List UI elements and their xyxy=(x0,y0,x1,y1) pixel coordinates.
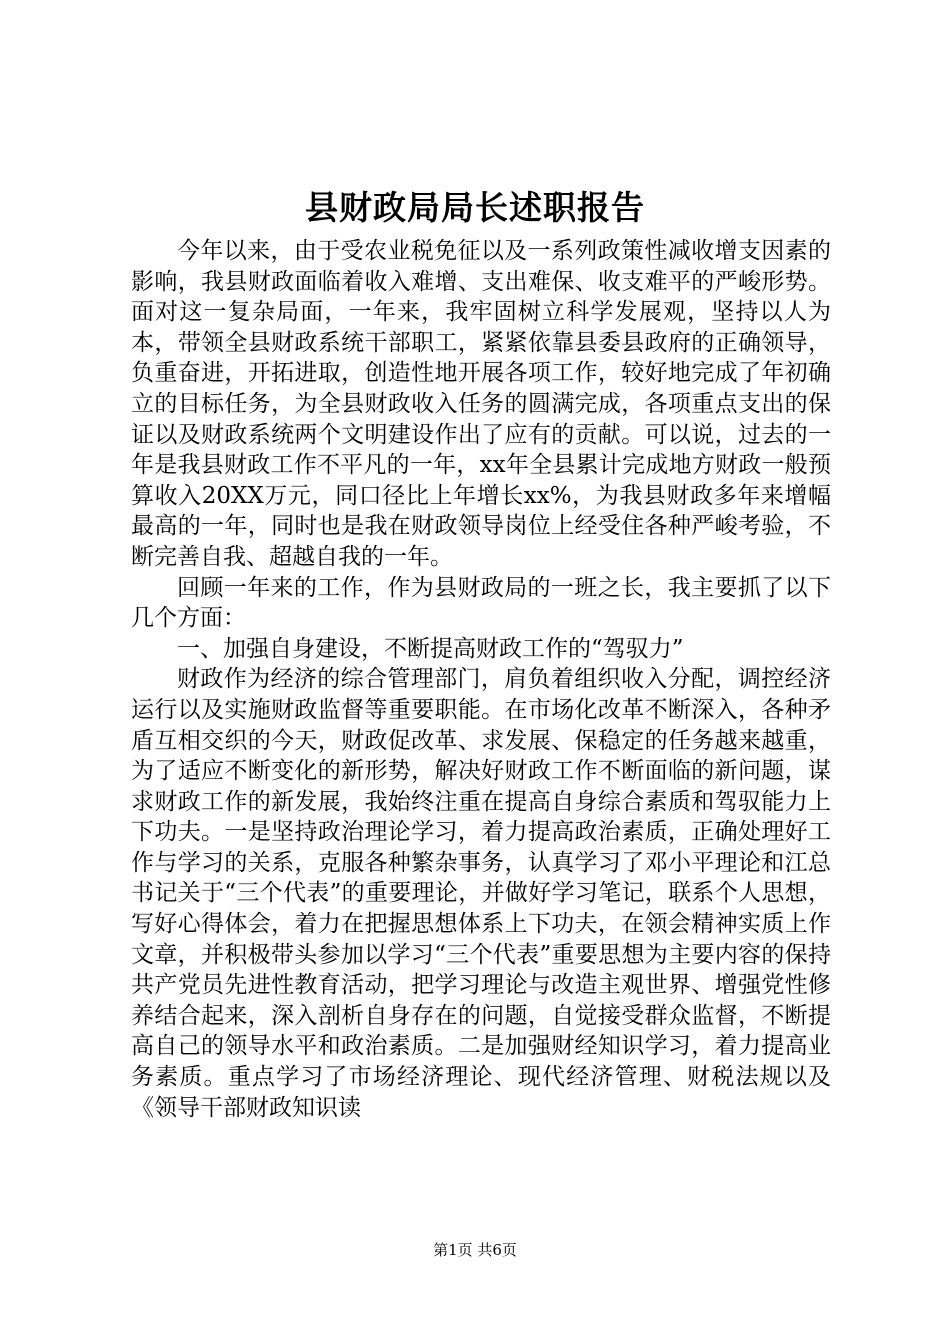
paragraph-intro: 今年以来，由于受农业税免征以及一系列政策性减收增支因素的影响，我县财政面临着收入难增、支出难保、收支难平的严峻形势。面对这一复杂局面，一年来，我牢固树立科学发展观，坚持以人为本，带领全县财政系统干部职工，紧紧依靠县委县政府的正确领导，负重奋进，开拓进取，创造性地开展各项工作，较好地完成了年初确立的目标任务，为全县财政收入任务的圆满完成，各项重点支出的保证以及财政系统两个文明建设作出了应有的贡献。可以说，过去的一年是我县财政工作不平凡的一年，xx年全县累计完成地方财政一般预算收入20XX万元，同口径比上年增长xx%，为我县财政多年来增幅最高的一年，同时也是我在财政领导岗位上经受住各种严峻考验，不断完善自我、超越自我的一年。 xyxy=(131,238,831,570)
document-title: 县财政局局长述职报告 xyxy=(305,188,645,227)
paragraph-section-1: 财政作为经济的综合管理部门，肩负着组织收入分配，调控经济运行以及实施财政监督等重要职能。在市场化改革不断深入，各种矛盾互相交织的今天，财政促改革、求发展、保稳定的任务越来越重，为了适应不断变化的新形势，解决好财政工作不断面临的新问题，谋求财政工作的新发展，我始终注重在提高自身综合素质和驾驭能力上下功夫。一是坚持政治理论学习，着力提高政治素质，正确处理好工作与学习的关系，克服各种繁杂事务，认真学习了邓小平理论和江总书记关于“三个代表”的重要理论，并做好学习笔记，联系个人思想，写好心得体会，着力在把握思想体系上下功夫，在领会精神实质上作文章，并积极带头参加以学习“三个代表”重要思想为主要内容的保持共产党员先进性教育活动，把学习理论与改造主观世界、增强党性修养结合起来，深入剖析自身存在的问题，自觉接受群众监督，不断提高自己的领导水平和政治素质。二是加强财经知识学习，着力提高业务素质。重点学习了市场经济理论、现代经济管理、财税法规以及《领导干部财政知识读 xyxy=(131,666,831,1121)
paragraph-review: 回顾一年来的工作，作为县财政局的一班之长，我主要抓了以下几个方面： xyxy=(131,574,831,632)
document-body xyxy=(131,236,831,1123)
section-heading-1: 一、加强自身建设，不断提高财政工作的“驾驭力” xyxy=(177,635,684,662)
page-footer: 第1页 共6页 xyxy=(433,1241,517,1259)
